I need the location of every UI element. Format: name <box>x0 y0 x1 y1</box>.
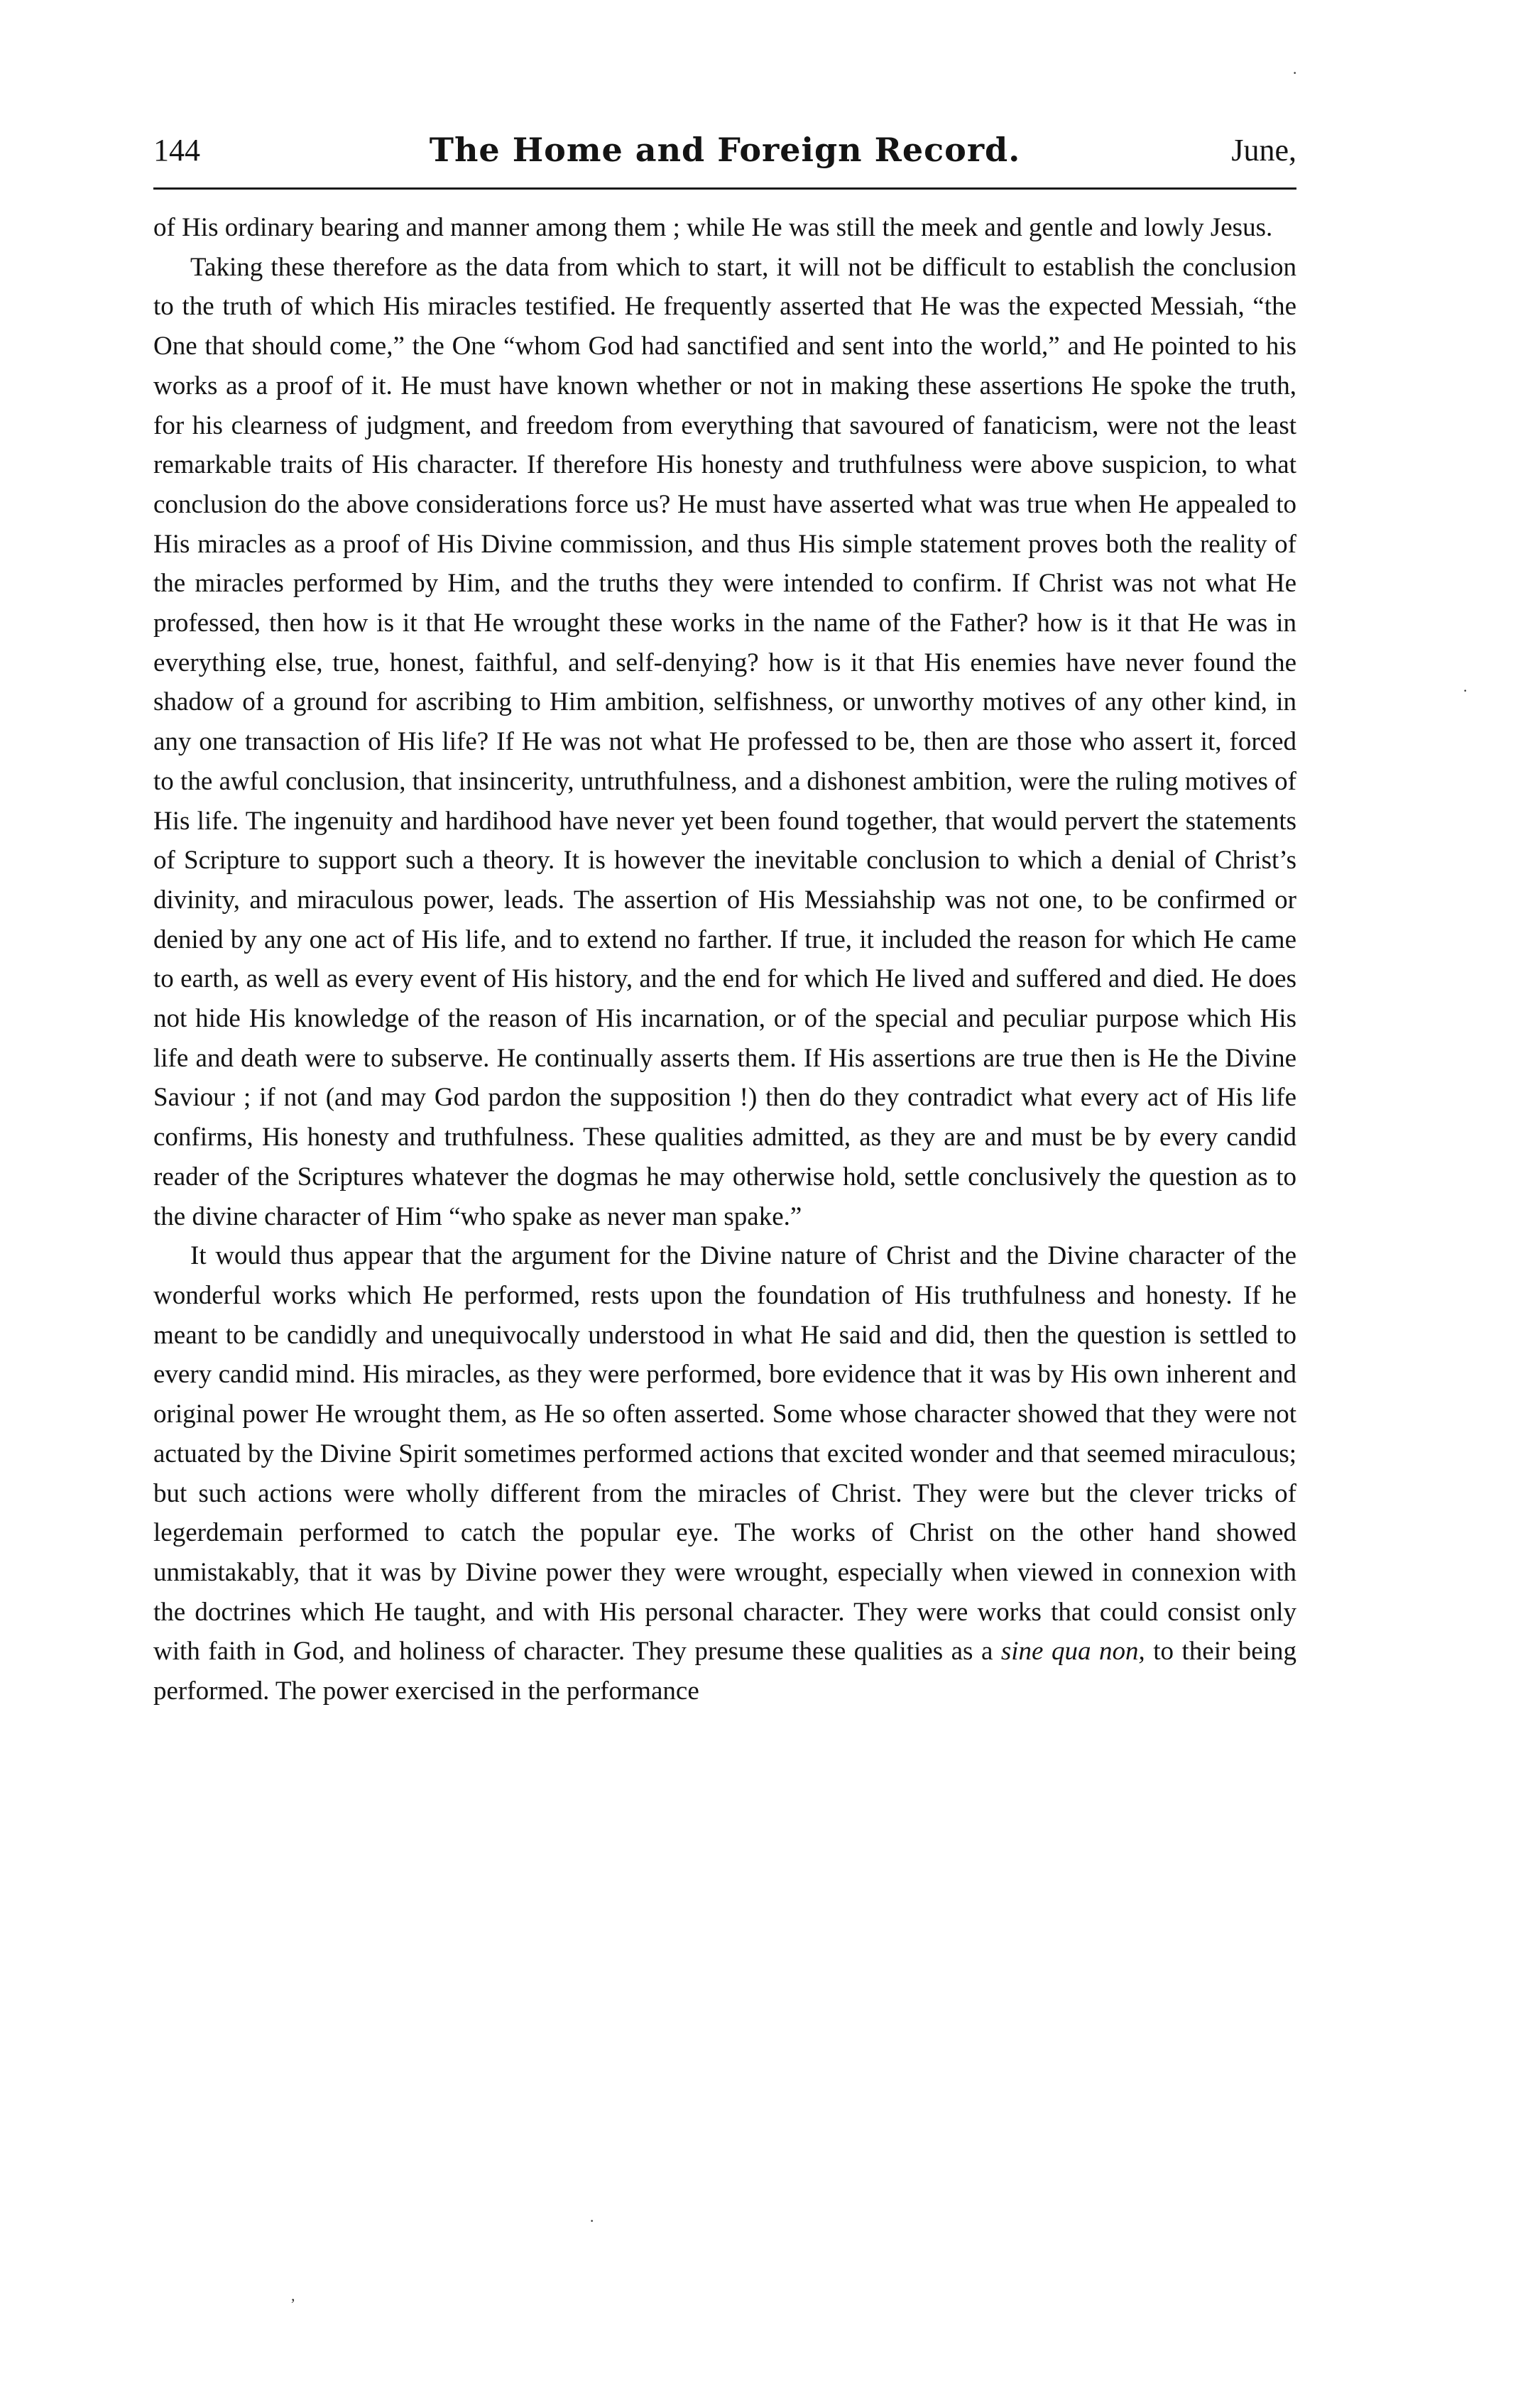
running-header <box>153 128 1296 179</box>
page-number: 144 <box>153 133 200 168</box>
paragraph-text: It would thus appear that the argument for the Divine nature of Christ and the Divine character of the wonderful works which He performed, rests upon the foundation of His truthfulness and honesty. If he meant to be candidly and unequivocally understood in what He said and did, then the question is settled to every candid mind. His miracles, as they were performed, bore evidence that it was by His own inherent and original power He wrought them, as He so often asserted. Some whose character showed that they were not actuated by the Divine Spirit sometimes performed actions that excited wonder and that seemed miraculous; but such actions were wholly different from the miracles of Christ. They were but the clever tricks of legerdemain performed to catch the popular eye. The works of Christ on the other hand showed unmistakably, that it was by Divine power they were wrought, especially when viewed in connexion with the doctrines which He taught, and with His personal character. They were works that could consist only with faith in God, and holiness of character. They presume these qualities as a <box>153 1241 1296 1667</box>
journal-title: The Home and Foreign Record. <box>429 131 1021 169</box>
article-body <box>153 208 1296 1711</box>
printed-page <box>153 128 1296 1711</box>
paragraph <box>153 1236 1296 1711</box>
stray-mark: · <box>1292 64 1298 82</box>
header-rule <box>153 187 1296 190</box>
paragraph-continuation: to their being performed. The power exercised in the performance <box>153 1637 1296 1706</box>
italic-phrase: sine qua non, <box>1000 1637 1145 1667</box>
stray-mark: , <box>291 2286 295 2304</box>
issue-month: June, <box>1231 133 1296 168</box>
paragraph: of His ordinary bearing and manner among them ; while He was still the meek and gentle and lowly Jesus. <box>153 213 1273 242</box>
stray-mark: · <box>589 2212 595 2230</box>
paragraph: Taking these therefore as the data from which to start, it will not be difficult to establish the conclusion to the truth of which His miracles testified. He frequently asserted that He was the expected Messiah, “the One that should come,” the One “whom God had sanctified and sent into the world,” and He pointed to his works as a proof of it. He must have known whether or not in making these assertions He spoke the truth, for his clearness of judgment, and freedom from everything that savoured of fanaticism, were not the least remarkable traits of His character. If therefore His honesty and truthfulness were above suspicion, to what conclusion do the above considerations force us? He must have asserted what was true when He appealed to His miracles as a proof of His Divine commission, and thus His simple statement proves both the reality of the miracles performed by Him, and the truths they were intended to confirm. If Christ was not what He professed, then how is it that He wrought these works in the name of the Father? how is it that He was in everything else, true, honest, faithful, and self-denying? how is it that His enemies have never found the shadow of a ground for ascribing to Him ambition, selfishness, or unworthy motives of any other kind, in any one transaction of His life? If He was not what He professed to be, then are those who assert it, forced to the awful conclusion, that insincerity, untruthfulness, and a dishonest ambition, were the ruling motives of His life. The ingenuity and hardihood have never yet been found together, that would pervert the statements of Scripture to support such a theory. It is however the inevitable conclusion to which a denial of Christ’s divinity, and miraculous power, leads. The assertion of His Messiahship was not one, to be confirmed or denied by any one act of His life, and to extend no farther. If true, it included the reason for which He came to earth, as well as every event of His history, and the end for which He lived and suffered and died. He does not hide His knowledge of the reason of His incarnation, or of the special and peculiar purpose which His life and death were to subserve. He continually asserts them. If His assertions are true then is He the Divine Saviour ; if not (and may God pardon the supposition !) then do they contradict what every act of His life confirms, His honesty and truthfulness. These qualities admitted, as they are and must be by every candid reader of the Scriptures whatever the dogmas he may otherwise hold, settle conclusively the question as to the divine character of Him “who spake as never man spake.” <box>153 252 1296 1231</box>
stray-mark: · <box>1463 682 1468 699</box>
